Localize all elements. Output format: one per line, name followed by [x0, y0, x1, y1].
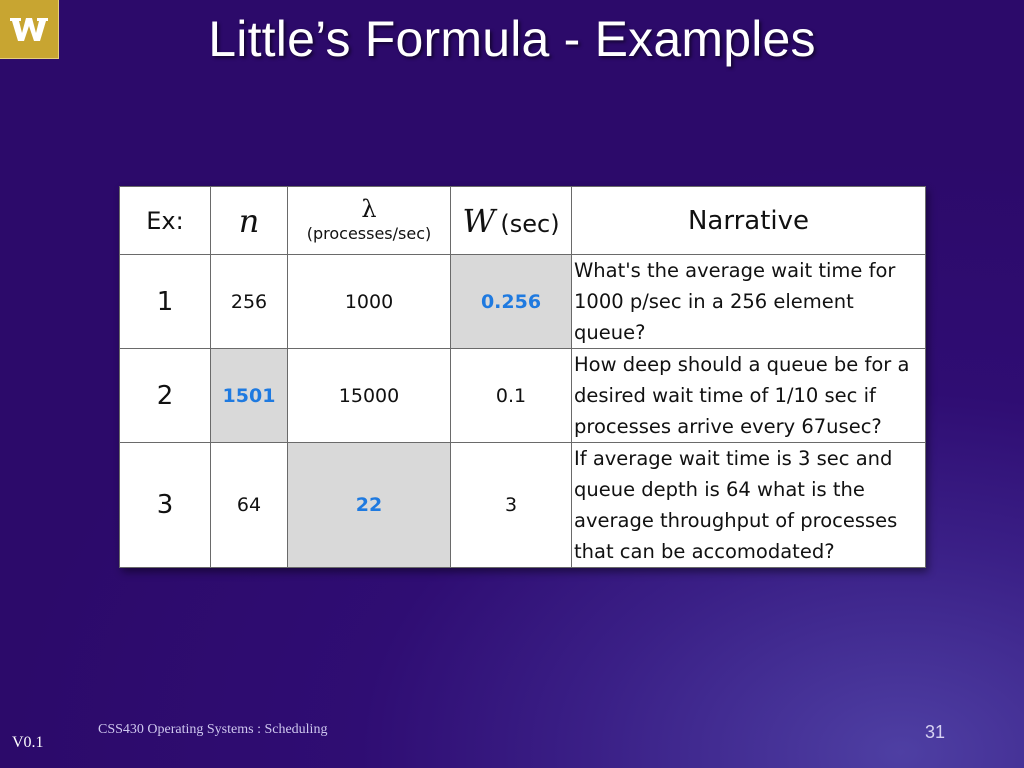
page-number: 31: [925, 722, 946, 742]
slide-title: Little’s Formula - Examples: [208, 11, 816, 67]
littles-formula-table: [119, 186, 925, 568]
row-n: 256: [211, 255, 288, 349]
header-narrative: Narrative: [572, 187, 926, 255]
header-w: W (sec): [451, 187, 572, 255]
row-narrative: How deep should a queue be for a desired wait time of 1/10 sec if processes arrive every 67usec?: [572, 349, 926, 443]
row-w: 0.1: [451, 349, 572, 443]
row-lambda: 1000: [288, 255, 451, 349]
version-label: V0.1: [12, 734, 44, 751]
row-w: 3: [451, 443, 572, 568]
header-ex: Ex:: [120, 187, 211, 255]
row-lambda: 15000: [288, 349, 451, 443]
table-header-row: [120, 187, 926, 255]
row-ex: 1: [120, 255, 211, 349]
lambda-unit: (processes/sec): [306, 224, 432, 243]
row-narrative: If average wait time is 3 sec and queue depth is 64 what is the average throughput of processes that can be accomodated?: [572, 443, 926, 568]
row-ex: 2: [120, 349, 211, 443]
header-n: n: [211, 187, 288, 255]
slide-footer: CSS430 Operating Systems : Scheduling: [98, 722, 328, 737]
header-lambda: [288, 187, 451, 255]
table-row: [120, 443, 926, 568]
table-row: [120, 255, 926, 349]
row-n: 64: [211, 443, 288, 568]
row-w-answer: 0.256: [451, 255, 572, 349]
lambda-symbol: λ: [361, 195, 377, 223]
row-narrative: What's the average wait time for 1000 p/sec in a 256 element queue?: [572, 255, 926, 349]
row-lambda-answer: 22: [288, 443, 451, 568]
row-ex: 3: [120, 443, 211, 568]
table-row: [120, 349, 926, 443]
row-n-answer: 1501: [211, 349, 288, 443]
